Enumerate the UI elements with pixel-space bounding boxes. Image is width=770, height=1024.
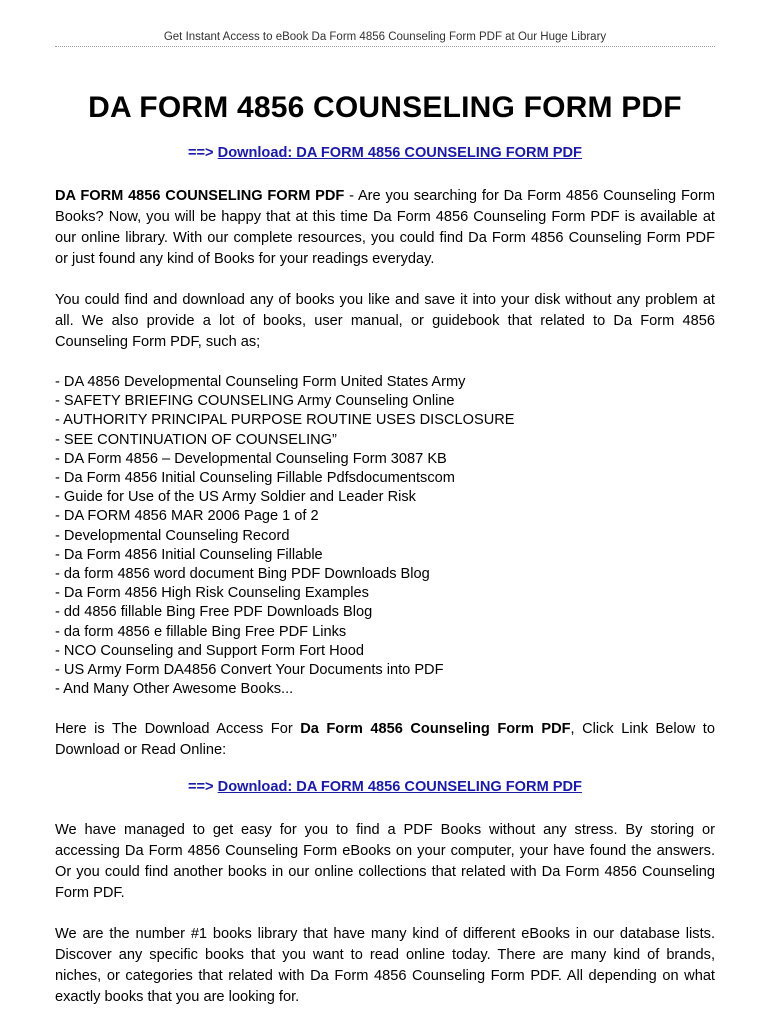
download-line-bottom bbox=[55, 777, 715, 798]
book-list-item: - Da Form 4856 High Risk Counseling Examples bbox=[55, 585, 369, 602]
book-list-item: - DA FORM 4856 MAR 2006 Page 1 of 2 bbox=[55, 508, 319, 525]
spacer bbox=[55, 270, 715, 290]
download-link-bottom[interactable]: Download: DA FORM 4856 COUNSELING FORM PDF bbox=[217, 779, 582, 796]
book-list-item: - Da Form 4856 Initial Counseling Fillable bbox=[55, 546, 323, 563]
header-divider bbox=[55, 46, 715, 47]
spacer bbox=[55, 164, 715, 186]
book-list-item: - SAFETY BRIEFING COUNSELING Army Counseling Online bbox=[55, 393, 455, 410]
spacer bbox=[55, 798, 715, 820]
book-list-item: - And Many Other Awesome Books... bbox=[55, 681, 294, 698]
managed-paragraph: We have managed to get easy for you to find a PDF Books without any stress. By storing or accessing Da Form 4856 Counseling Form eBooks on your computer, your have found the answers. Or you could find another books in our online collections that related with Da Form 4856 Counseling Form PDF. bbox=[55, 822, 715, 902]
book-list-item: - NCO Counseling and Support Form Fort Hood bbox=[55, 642, 365, 659]
book-list-item: - da form 4856 e fillable Bing Free PDF Links bbox=[55, 623, 347, 640]
book-list-item: - DA 4856 Developmental Counseling Form United States Army bbox=[55, 374, 466, 390]
spacer bbox=[55, 353, 715, 373]
spacer bbox=[55, 761, 715, 777]
book-list-item: - Developmental Counseling Record bbox=[55, 527, 290, 544]
page-title: DA FORM 4856 COUNSELING FORM PDF bbox=[88, 91, 682, 124]
download-line-top bbox=[55, 143, 715, 164]
book-list-item: - AUTHORITY PRINCIPAL PURPOSE ROUTINE USES DISCLOSURE bbox=[55, 412, 515, 429]
document-body bbox=[55, 143, 715, 1008]
access-paragraph bbox=[55, 719, 715, 761]
book-list-item: - dd 4856 fillable Bing Free PDF Downloads Blog bbox=[55, 604, 373, 621]
access-bold: Da Form 4856 Counseling Form PDF bbox=[300, 721, 571, 738]
access-suffix: , Click Link Below to Download or Read Online: bbox=[55, 721, 715, 759]
book-list-item: - US Army Form DA4856 Convert Your Documents into PDF bbox=[55, 662, 444, 679]
download-arrow-bottom: ==> bbox=[188, 779, 214, 796]
intro-lead: DA FORM 4856 COUNSELING FORM PDF bbox=[55, 188, 345, 204]
book-list-item: - DA Form 4856 – Developmental Counseling Form 3087 KB bbox=[55, 450, 447, 467]
download-arrow-top: ==> bbox=[188, 145, 214, 161]
download-link-top[interactable]: Download: DA FORM 4856 COUNSELING FORM PDF bbox=[217, 145, 582, 161]
book-list bbox=[55, 373, 715, 699]
spacer bbox=[55, 904, 715, 924]
spacer bbox=[55, 699, 715, 719]
book-list-item: - da form 4856 word document Bing PDF Downloads Blog bbox=[55, 566, 430, 583]
intro-text: - Are you searching for Da Form 4856 Counseling Form Books? Now, you will be happy that at this time Da Form 4856 Counseling Form PDF is available at our online library. With our complete resources, you could find Da Form 4856 Counseling Form PDF or just found any kind of Books for your readings everyday. bbox=[55, 188, 715, 267]
find-paragraph: You could find and download any of books you like and save it into your disk without any problem at all. We also provide a lot of books, user manual, or guidebook that related to Da Form 4856 Counseling Form PDF, such as; bbox=[55, 292, 715, 350]
access-prefix: Here is The Download Access For bbox=[55, 721, 301, 738]
book-list-item: - SEE CONTINUATION OF COUNSELING” bbox=[55, 431, 337, 448]
library-paragraph: We are the number #1 books library that have many kind of different eBooks in our database lists. Discover any specific books that you want to read online today. There are many kind of brands, niches, or categories that related with Da Form 4856 Counseling Form PDF. All depending on what exactly books that you are looking for. bbox=[55, 926, 715, 1006]
header-banner: Get Instant Access to eBook Da Form 4856 Counseling Form PDF at Our Huge Library bbox=[163, 31, 607, 43]
intro-paragraph bbox=[55, 186, 715, 270]
book-list-item: - Guide for Use of the US Army Soldier and Leader Risk bbox=[55, 489, 416, 506]
book-list-item: - Da Form 4856 Initial Counseling Fillable Pdfsdocumentscom bbox=[55, 470, 455, 487]
